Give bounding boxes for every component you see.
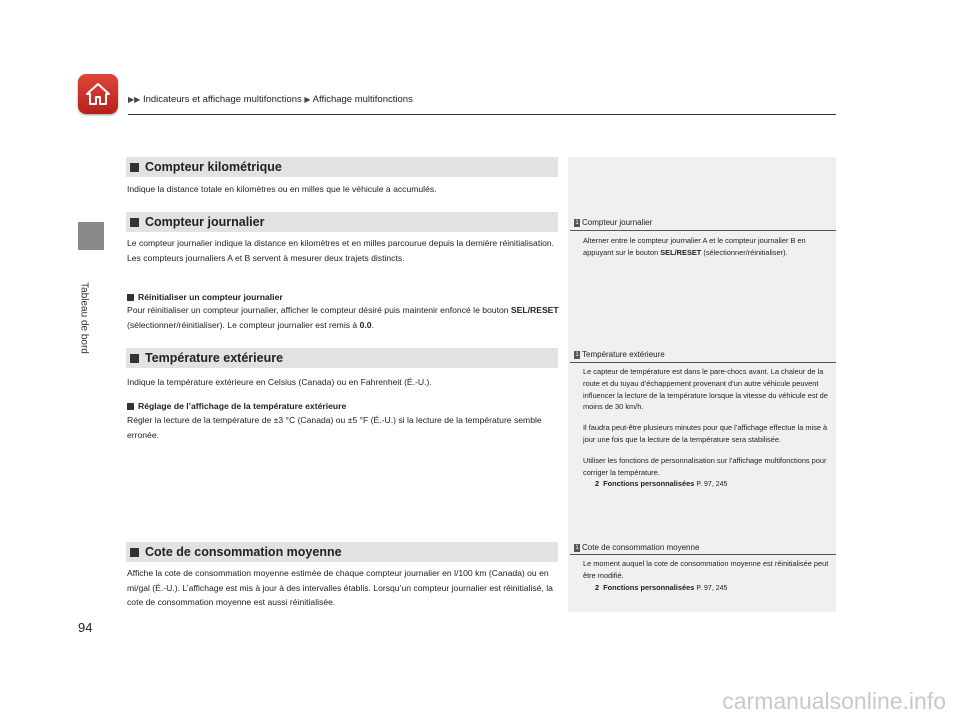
reset-trip-text [127, 303, 559, 332]
square-bullet-icon [130, 218, 139, 227]
reset-text-part: (sélectionner/réinitialiser). Le compteur journalier est remis à [127, 319, 360, 330]
odometer-text: Indique la distance totale en kilomètres ou en milles que le véhicule a accumulés. [127, 184, 437, 194]
header-divider [128, 114, 836, 115]
cross-reference-arrow-icon: 2 [595, 479, 600, 489]
cross-reference-pages: P. 97, 245 [696, 481, 728, 489]
note-title-text: Température extérieure [582, 350, 665, 359]
section-heading-trip [126, 212, 558, 232]
subheading-title: Réinitialiser un compteur journalier [138, 292, 283, 302]
note-title-text: Compteur journalier [582, 218, 653, 227]
note-title-trip [574, 218, 652, 227]
subheading-title: Réglage de l’affichage de la température extérieure [138, 401, 347, 411]
section-title: Compteur journalier [145, 215, 265, 229]
note-paragraph: Le moment auquel la cote de consommation moyenne est réinitialisée peut être modifié. [583, 559, 829, 580]
breadcrumb-link-1[interactable]: Indicateurs et affichage multifonctions [142, 94, 302, 105]
cross-reference-arrow-icon: 2 [595, 582, 600, 592]
note-paragraph: Le capteur de température est dans le pare-chocs avant. La chaleur de la route et du tuyau d’échappement provenant d’un autre véhicule peuvent influencer la lecture de la température lorsque la vitesse du véhicule est de moins de 30 km/h. [583, 367, 828, 412]
section-heading-temp [126, 348, 558, 368]
cross-reference[interactable] [583, 582, 829, 595]
section-title: Cote de consommation moyenne [145, 545, 342, 559]
note-title-text: Cote de consommation moyenne [582, 543, 700, 552]
breadcrumb-arrow-icon: ▶ [304, 95, 311, 104]
square-bullet-icon [130, 163, 139, 172]
breadcrumb-arrow-icon: ▶▶ [128, 95, 141, 104]
note-title-temp [574, 350, 665, 359]
temp-text: Indique la température extérieure en Celsius (Canada) ou en Fahrenheit (É.-U.). [127, 377, 432, 387]
square-bullet-icon [127, 403, 134, 410]
cross-reference-pages: P. 97, 245 [696, 584, 728, 592]
sel-reset-label: SEL/RESET [660, 247, 702, 257]
note-paragraph: Utiliser les fonctions de personnalisation sur l’affichage multifonctions pour corriger la température. [583, 455, 827, 477]
square-bullet-icon [130, 548, 139, 557]
home-button[interactable] [78, 74, 118, 114]
page-number: 94 [78, 620, 93, 635]
cross-reference-label: Fonctions personnalisées [603, 479, 695, 489]
note-paragraph: Il faudra peut-être plusieurs minutes pour que l’affichage effectue la mise à jour une fois que la lecture de la température sera stabilisée. [583, 423, 828, 444]
note-number-icon: 1 [575, 351, 579, 358]
note-text-part: Alterner entre le compteur journalier A et le compteur journalier B en appuyant sur le bouton [583, 236, 806, 257]
section-heading-fuel [126, 542, 558, 562]
fuel-text: Affiche la cote de consommation moyenne estimée de chaque compteur journalier en l/100 km (Canada) ou en mi/gal (É.-U.). L’affichage est mis à jour à des intervalles établis. Lorsqu’un compteur journalier est réinitialisé, la cote de consommation moyenne est aussi réinitialisée. [127, 568, 553, 607]
square-bullet-icon [130, 354, 139, 363]
note-number-icon: 1 [575, 219, 579, 226]
subheading-temp-adjust [127, 401, 346, 411]
cross-reference[interactable] [583, 478, 829, 491]
note-divider [570, 362, 836, 363]
note-divider [570, 230, 836, 231]
subheading-reset-trip [127, 292, 283, 302]
trip-text: Le compteur journalier indique la distance en kilomètres et en milles parcourue depuis la dernière réinitialisation. Les compteurs journaliers A et B servent à mesurer deux trajets distincts. [127, 238, 555, 263]
breadcrumb [128, 94, 413, 105]
section-title: Compteur kilométrique [145, 160, 282, 174]
cross-reference-label: Fonctions personnalisées [603, 582, 695, 592]
reset-text-part: . [371, 319, 374, 330]
note-number-icon: 1 [575, 544, 579, 551]
reset-text-part: Pour réinitialiser un compteur journalier, afficher le compteur désiré puis maintenir enfoncé le bouton [127, 305, 511, 315]
note-divider [570, 554, 836, 555]
square-bullet-icon [127, 294, 134, 301]
section-heading-odometer [126, 157, 558, 177]
chapter-tab[interactable] [78, 222, 104, 250]
reset-value: 0.0 [359, 319, 372, 330]
breadcrumb-link-2[interactable]: Affichage multifonctions [312, 94, 413, 105]
watermark: carmanualsonline.info [722, 688, 946, 714]
temp-adjust-text: Régler la lecture de la température de ±3 °C (Canada) ou ±5 °F (É.-U.) si la lecture de la température semble erronée. [127, 415, 542, 440]
sel-reset-label: SEL/RESET [510, 305, 559, 315]
section-title: Température extérieure [145, 351, 284, 365]
note-text-temp [583, 366, 829, 491]
chapter-label: Tableau de bord [78, 282, 90, 354]
note-text-trip [583, 235, 829, 259]
note-title-fuel [574, 543, 699, 552]
note-text-fuel [583, 558, 829, 594]
home-icon [85, 82, 111, 106]
note-text-part: (sélectionner/réinitialiser). [701, 247, 788, 257]
